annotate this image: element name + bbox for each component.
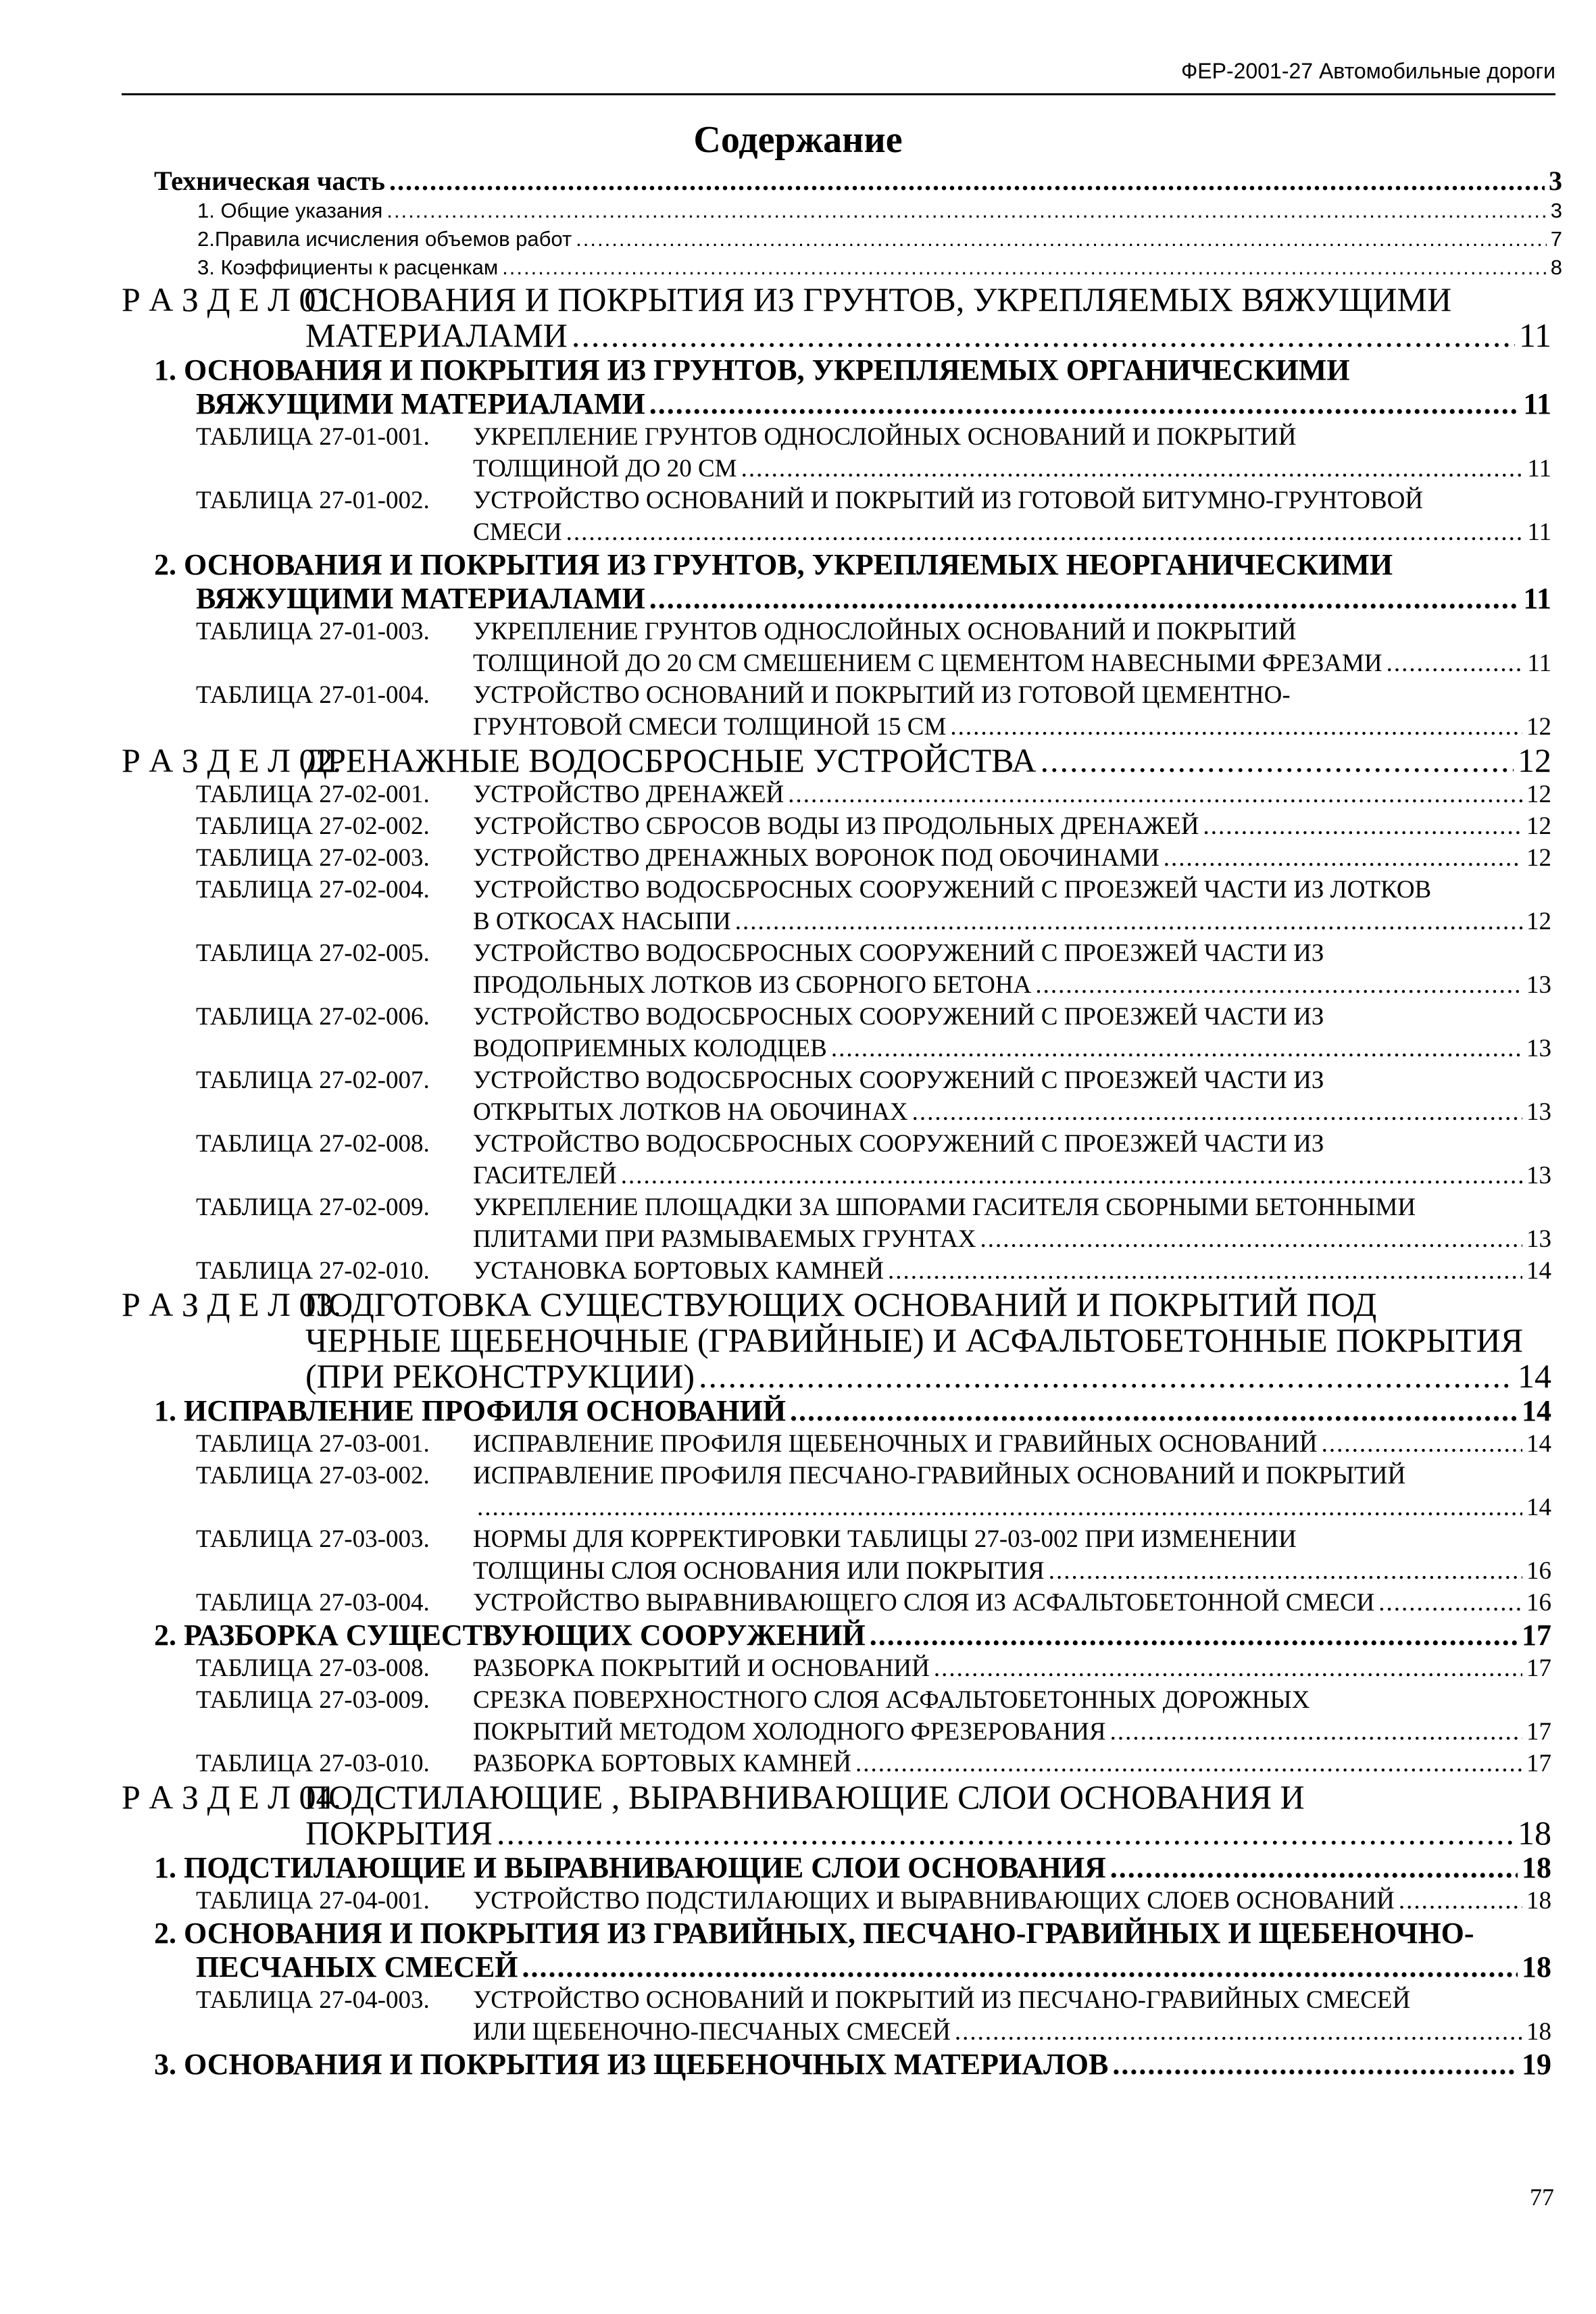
toc-entry-title: МАТЕРИАЛАМИ — [305, 316, 568, 354]
toc-entry-title: 2. ОСНОВАНИЯ И ПОКРЫТИЯ ИЗ ГРАВИЙНЫХ, ПЕСЧАНО-ГРАВИЙНЫХ И ЩЕБЕНОЧНО- — [154, 1917, 1474, 1950]
toc-page-number: 11 — [1523, 582, 1551, 615]
dot-leader — [649, 582, 1520, 616]
toc-entry-title: 2. РАЗБОРКА СУЩЕСТВУЮЩИХ СООРУЖЕНИЙ — [154, 1619, 866, 1652]
dot-leader — [934, 1652, 1522, 1684]
table-label: ТАБЛИЦА 27-04-003. — [196, 1986, 430, 2014]
table-label: ТАБЛИЦА 27-03-002. — [196, 1462, 430, 1490]
toc-entry-title: СРЕЗКА ПОВЕРХНОСТНОГО СЛОЯ АСФАЛЬТОБЕТОННЫХ ДОРОЖНЫХ — [473, 1686, 1310, 1714]
dot-leader — [576, 225, 1547, 253]
toc-entry-title: Техническая часть — [154, 166, 385, 196]
dot-leader — [1378, 1587, 1522, 1619]
dot-leader — [790, 1394, 1518, 1428]
toc-page-number: 14 — [1526, 1257, 1551, 1285]
dot-leader — [389, 166, 1545, 197]
table-label: ТАБЛИЦА 27-02-001. — [196, 781, 430, 808]
dot-leader — [1040, 743, 1514, 779]
toc-entry-title: УКРЕПЛЕНИЕ ГРУНТОВ ОДНОСЛОЙНЫХ ОСНОВАНИЙ И ПОКРЫТИЙ — [473, 423, 1297, 451]
table-label: ТАБЛИЦА 27-01-002. — [196, 487, 430, 514]
table-label: ТАБЛИЦА 27-01-001. — [196, 423, 430, 451]
toc-entry-title: УСТРОЙСТВО ВЫРАВНИВАЮЩЕГО СЛОЯ ИЗ АСФАЛЬТОБЕТОННОЙ СМЕСИ — [473, 1589, 1375, 1617]
dot-leader — [788, 779, 1522, 810]
table-label: ТАБЛИЦА 27-03-004. — [196, 1589, 430, 1617]
section-label: Р А З Д Е Л 04. — [122, 1778, 342, 1816]
dot-leader — [1110, 1716, 1522, 1748]
table-label: ТАБЛИЦА 27-02-003. — [196, 844, 430, 872]
dot-leader — [1112, 2048, 1518, 2082]
dot-leader — [870, 1619, 1518, 1652]
toc-entry-title: ПОКРЫТИЙ МЕТОДОМ ХОЛОДНОГО ФРЕЗЕРОВАНИЯ — [473, 1718, 1106, 1746]
dot-leader — [477, 1492, 1522, 1523]
toc-entry-title: УСТРОЙСТВО СБРОСОВ ВОДЫ ИЗ ПРОДОЛЬНЫХ ДРЕНАЖЕЙ — [473, 812, 1199, 840]
page-number: 77 — [1530, 2184, 1554, 2211]
toc-page-number: 11 — [1518, 316, 1551, 354]
toc-entry-title: ОСНОВАНИЯ И ПОКРЫТИЯ ИЗ ГРУНТОВ, УКРЕПЛЯЕМЫХ ВЯЖУЩИМИ — [304, 280, 1452, 318]
table-label: ТАБЛИЦА 27-02-005. — [196, 939, 430, 967]
toc-entry-title: ПЕСЧАНЫХ СМЕСЕЙ — [196, 1950, 518, 1984]
section-label: Р А З Д Е Л 01. — [122, 280, 342, 318]
toc-entry-title: УКРЕПЛЕНИЕ ПЛОЩАДКИ ЗА ШПОРАМИ ГАСИТЕЛЯ СБОРНЫМИ БЕТОННЫМИ — [473, 1193, 1416, 1221]
toc-page-number: 17 — [1526, 1750, 1551, 1777]
toc-page-number: 3 — [1550, 199, 1562, 222]
toc-page-number: 17 — [1526, 1718, 1551, 1746]
dot-leader — [980, 1223, 1522, 1255]
table-label: ТАБЛИЦА 27-03-008. — [196, 1654, 430, 1682]
dot-leader — [1203, 810, 1522, 842]
dot-leader — [855, 1748, 1522, 1779]
toc-page-number: 3 — [1549, 166, 1562, 196]
toc-entry-title: РАЗБОРКА БОРТОВЫХ КАМНЕЙ — [473, 1750, 851, 1777]
dot-leader — [699, 1358, 1514, 1394]
toc-page-number: 8 — [1550, 255, 1562, 279]
toc-entry-title: ИСПРАВЛЕНИЕ ПРОФИЛЯ ЩЕБЕНОЧНЫХ И ГРАВИЙНЫХ ОСНОВАНИЙ — [473, 1430, 1318, 1458]
dot-leader — [1322, 1428, 1522, 1460]
toc-page-number: 18 — [1518, 1814, 1551, 1852]
dot-leader — [735, 906, 1522, 937]
toc-entry-title: ГАСИТЕЛЕЙ — [473, 1162, 617, 1189]
toc-entry-title: УСТРОЙСТВО ВОДОСБРОСНЫХ СООРУЖЕНИЙ С ПРОЕЗЖЕЙ ЧАСТИ ИЗ — [473, 1003, 1324, 1031]
dot-leader — [831, 1033, 1522, 1064]
table-label: ТАБЛИЦА 27-01-003. — [196, 618, 430, 645]
dot-leader — [386, 197, 1546, 225]
toc-entry-title: ТОЛЩИНОЙ ДО 20 СМ СМЕШЕНИЕМ С ЦЕМЕНТОМ НАВЕСНЫМИ ФРЕЗАМИ — [473, 649, 1382, 677]
dot-leader — [621, 1160, 1522, 1191]
table-label: ТАБЛИЦА 27-03-001. — [196, 1430, 430, 1458]
dot-leader — [955, 2016, 1522, 2048]
toc-page-number: 13 — [1526, 1098, 1551, 1126]
toc-entry-title: УСТРОЙСТВО ОСНОВАНИЙ И ПОКРЫТИЙ ИЗ ГОТОВОЙ ЦЕМЕНТНО- — [473, 681, 1291, 709]
toc-entry-title: НОРМЫ ДЛЯ КОРРЕКТИРОВКИ ТАБЛИЦЫ 27-03-002 ПРИ ИЗМЕНЕНИИ — [473, 1525, 1297, 1553]
running-header — [122, 49, 1555, 95]
toc-entry-title: 1. ИСПРАВЛЕНИЕ ПРОФИЛЯ ОСНОВАНИЙ — [154, 1394, 787, 1427]
toc-page-number: 13 — [1526, 1225, 1551, 1253]
toc-entry-title: УСТАНОВКА БОРТОВЫХ КАМНЕЙ — [473, 1257, 884, 1285]
toc-page-number: 7 — [1550, 227, 1562, 251]
toc-entry-title: 1. ОСНОВАНИЯ И ПОКРЫТИЯ ИЗ ГРУНТОВ, УКРЕПЛЯЕМЫХ ОРГАНИЧЕСКИМИ — [154, 353, 1350, 387]
toc-entry-title: ДРЕНАЖНЫЕ ВОДОСБРОСНЫЕ УСТРОЙСТВА — [304, 741, 1037, 779]
toc-entry-title: УСТРОЙСТВО ДРЕНАЖЕЙ — [473, 781, 784, 808]
toc-page-number: 14 — [1526, 1430, 1551, 1458]
toc-entry-title: ПОДСТИЛАЮЩИЕ , ВЫРАВНИВАЮЩИЕ СЛОИ ОСНОВАНИЯ И — [304, 1778, 1305, 1816]
toc-page-number: 12 — [1526, 908, 1551, 935]
toc-entry-title: ТОЛЩИНЫ СЛОЯ ОСНОВАНИЯ ИЛИ ПОКРЫТИЯ — [473, 1557, 1045, 1585]
dot-leader — [522, 1950, 1518, 1984]
toc-page-number: 17 — [1522, 1619, 1551, 1652]
dot-leader — [950, 711, 1522, 743]
toc-page-number: 12 — [1526, 781, 1551, 808]
toc-page-number: 11 — [1527, 518, 1551, 546]
dot-leader — [912, 1096, 1522, 1128]
toc-page-number: 11 — [1523, 387, 1551, 420]
toc-page-number: 12 — [1526, 812, 1551, 840]
toc-entry-title: ОТКРЫТЫХ ЛОТКОВ НА ОБОЧИНАХ — [473, 1098, 908, 1126]
table-label: ТАБЛИЦА 27-01-004. — [196, 681, 430, 709]
dot-leader — [1049, 1555, 1522, 1587]
toc-page-number: 11 — [1527, 649, 1551, 677]
dot-leader — [888, 1255, 1522, 1287]
toc-page-number: 13 — [1526, 1035, 1551, 1062]
toc-entry-title: 3. ОСНОВАНИЯ И ПОКРЫТИЯ ИЗ ЩЕБЕНОЧНЫХ МАТЕРИАЛОВ — [154, 2048, 1109, 2081]
toc-entry-title: ИСПРАВЛЕНИЕ ПРОФИЛЯ ПЕСЧАНО-ГРАВИЙНЫХ ОСНОВАНИЙ И ПОКРЫТИЙ — [473, 1462, 1406, 1490]
table-label: ТАБЛИЦА 27-04-001. — [196, 1887, 430, 1915]
toc-page-number: 13 — [1526, 971, 1551, 999]
table-label: ТАБЛИЦА 27-02-009. — [196, 1193, 430, 1221]
dot-leader — [741, 453, 1524, 485]
section-label: Р А З Д Е Л 03. — [122, 1285, 342, 1323]
table-label: ТАБЛИЦА 27-02-008. — [196, 1130, 430, 1158]
table-label: ТАБЛИЦА 27-03-010. — [196, 1750, 430, 1777]
toc-entry-title: УКРЕПЛЕНИЕ ГРУНТОВ ОДНОСЛОЙНЫХ ОСНОВАНИЙ И ПОКРЫТИЙ — [473, 618, 1297, 645]
toc-page-number: 18 — [1526, 2018, 1551, 2046]
toc-page-number: 12 — [1526, 713, 1551, 741]
toc-page-number: 18 — [1522, 1851, 1551, 1884]
toc-entry-title: 2.Правила исчисления объемов работ — [197, 227, 572, 251]
toc-entry-title: ТОЛЩИНОЙ ДО 20 СМ — [473, 455, 737, 483]
toc-entry-title: РАЗБОРКА ПОКРЫТИЙ И ОСНОВАНИЙ — [473, 1654, 930, 1682]
toc-page-number: 18 — [1522, 1950, 1551, 1984]
table-label: ТАБЛИЦА 27-02-004. — [196, 876, 430, 904]
toc-entry-title: УСТРОЙСТВО ОСНОВАНИЙ И ПОКРЫТИЙ ИЗ ПЕСЧАНО-ГРАВИЙНЫХ СМЕСЕЙ — [473, 1986, 1411, 2014]
dot-leader — [1387, 647, 1524, 679]
toc-entry-title: ГРУНТОВОЙ СМЕСИ ТОЛЩИНОЙ 15 СМ — [473, 713, 947, 741]
toc-page-number: 12 — [1518, 741, 1551, 779]
toc-entry-title: УСТРОЙСТВО ПОДСТИЛАЮЩИХ И ВЫРАВНИВАЮЩИХ СЛОЕВ ОСНОВАНИЙ — [473, 1887, 1395, 1915]
table-label: ТАБЛИЦА 27-02-010. — [196, 1257, 430, 1285]
dot-leader — [566, 516, 1524, 548]
table-label: ТАБЛИЦА 27-02-007. — [196, 1066, 430, 1094]
toc-entry-title: ПОДГОТОВКА СУЩЕСТВУЮЩИХ ОСНОВАНИЙ И ПОКРЫТИЙ ПОД — [304, 1285, 1377, 1323]
toc-entry-title: СМЕСИ — [473, 518, 562, 546]
toc-entry-title: ВЯЖУЩИМИ МАТЕРИАЛАМИ — [196, 582, 645, 615]
toc-entry-title: УСТРОЙСТВО ДРЕНАЖНЫХ ВОРОНОК ПОД ОБОЧИНАМИ — [473, 844, 1159, 872]
toc-page-number: 13 — [1526, 1162, 1551, 1189]
dot-leader — [502, 253, 1547, 282]
toc-entry-title: УСТРОЙСТВО ВОДОСБРОСНЫХ СООРУЖЕНИЙ С ПРОЕЗЖЕЙ ЧАСТИ ИЗ — [473, 939, 1324, 967]
toc-page-number: 12 — [1526, 844, 1551, 872]
toc-entry-title: ПРОДОЛЬНЫХ ЛОТКОВ ИЗ СБОРНОГО БЕТОНА — [473, 971, 1032, 999]
toc-entry-title: ПОКРЫТИЯ — [305, 1814, 493, 1852]
toc-page-number: 16 — [1526, 1557, 1551, 1585]
toc-entry-title: УСТРОЙСТВО ВОДОСБРОСНЫХ СООРУЖЕНИЙ С ПРОЕЗЖЕЙ ЧАСТИ ИЗ ЛОТКОВ — [473, 876, 1432, 904]
toc-entry-title: 2. ОСНОВАНИЯ И ПОКРЫТИЯ ИЗ ГРУНТОВ, УКРЕПЛЯЕМЫХ НЕОРГАНИЧЕСКИМИ — [154, 548, 1393, 581]
toc-entry-title: ВЯЖУЩИМИ МАТЕРИАЛАМИ — [196, 387, 645, 420]
toc-entry-title: 1. ПОДСТИЛАЮЩИЕ И ВЫРАВНИВАЮЩИЕ СЛОИ ОСНОВАНИЯ — [154, 1851, 1106, 1884]
toc-entry-title: 3. Коэффициенты к расценкам — [197, 255, 499, 279]
toc-entry-title: ПЛИТАМИ ПРИ РАЗМЫВАЕМЫХ ГРУНТАХ — [473, 1225, 976, 1253]
dot-leader — [497, 1815, 1514, 1851]
table-label: ТАБЛИЦА 27-02-002. — [196, 812, 430, 840]
toc-page-number: 16 — [1526, 1589, 1551, 1617]
section-label: Р А З Д Е Л 02. — [122, 741, 342, 779]
table-label: ТАБЛИЦА 27-03-009. — [196, 1686, 430, 1714]
toc-page-number: 14 — [1526, 1494, 1551, 1521]
toc-entry-title: 1. Общие указания — [197, 199, 383, 222]
toc-entry-title: УСТРОЙСТВО ВОДОСБРОСНЫХ СООРУЖЕНИЙ С ПРОЕЗЖЕЙ ЧАСТИ ИЗ — [473, 1066, 1324, 1094]
toc-entry-title: ИЛИ ЩЕБЕНОЧНО-ПЕСЧАНЫХ СМЕСЕЙ — [473, 2018, 951, 2046]
toc-page-number: 14 — [1522, 1394, 1551, 1427]
toc-page-number: 18 — [1526, 1887, 1551, 1915]
table-label: ТАБЛИЦА 27-02-006. — [196, 1003, 430, 1031]
table-label: ТАБЛИЦА 27-03-003. — [196, 1525, 430, 1553]
dot-leader — [572, 318, 1515, 353]
toc-page-number: 19 — [1522, 2048, 1551, 2081]
dot-leader — [1399, 1885, 1522, 1917]
dot-leader — [1035, 969, 1522, 1001]
dot-leader — [649, 387, 1520, 421]
running-title: ФЕР-2001-27 Автомобильные дороги — [1180, 59, 1555, 83]
toc-entry-title: В ОТКОСАХ НАСЫПИ — [473, 908, 731, 935]
table-of-contents — [0, 166, 1596, 2193]
toc-page-number: 11 — [1527, 455, 1551, 483]
dot-leader — [1164, 842, 1522, 874]
toc-page-number: 14 — [1518, 1357, 1551, 1395]
toc-entry-title: УСТРОЙСТВО ОСНОВАНИЙ И ПОКРЫТИЙ ИЗ ГОТОВОЙ БИТУМНО-ГРУНТОВОЙ — [473, 487, 1424, 514]
toc-entry-title: УСТРОЙСТВО ВОДОСБРОСНЫХ СООРУЖЕНИЙ С ПРОЕЗЖЕЙ ЧАСТИ ИЗ — [473, 1130, 1324, 1158]
dot-leader — [1110, 1851, 1518, 1885]
toc-title: Содержание — [693, 119, 903, 161]
toc-page-number: 17 — [1526, 1654, 1551, 1682]
toc-entry-title: ВОДОПРИЕМНЫХ КОЛОДЦЕВ — [473, 1035, 827, 1062]
toc-entry-title: ЧЕРНЫЕ ЩЕБЕНОЧНЫЕ (ГРАВИЙНЫЕ) И АСФАЛЬТОБЕТОННЫЕ ПОКРЫТИЯ — [305, 1321, 1524, 1359]
toc-entry-title: (ПРИ РЕКОНСТРУКЦИИ) — [305, 1357, 695, 1395]
